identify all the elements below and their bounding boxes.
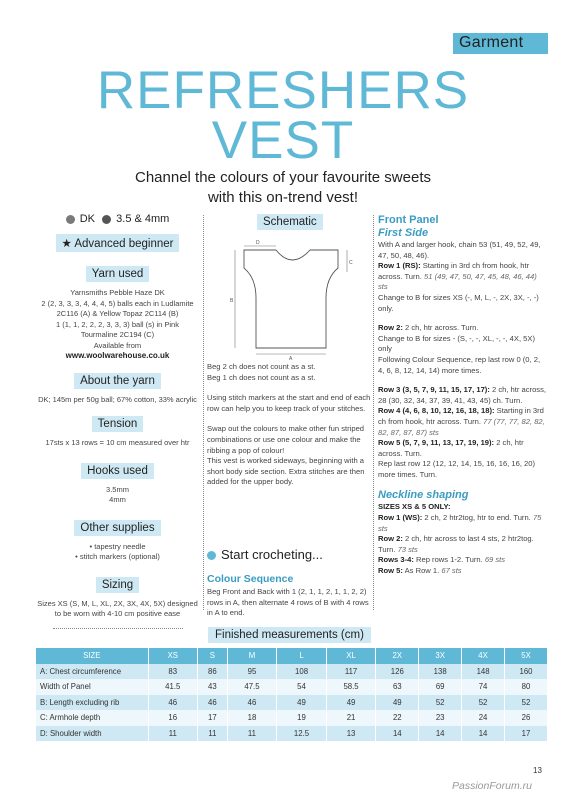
sizing-text: Sizes XS (S, M, L, XL, 2X, 3X, 4X, 5X) designed to be worn with 4-10 cm positive ease — [37, 598, 198, 618]
table-row — [36, 679, 548, 695]
supply-item: • tapestry needle — [89, 541, 146, 551]
value-cell: 21 — [326, 710, 376, 726]
measurements-heading: Finished measurements (cm) — [208, 627, 371, 643]
about-yarn-heading: About the yarn — [74, 373, 161, 389]
value-cell: 49 — [376, 695, 419, 711]
right-column — [378, 214, 548, 577]
value-cell: 17 — [505, 726, 548, 742]
neck-row-2: Row 2: 2 ch, htr across to last 4 sts, 2 htr2tog. Turn. 73 sts — [378, 534, 534, 554]
hooks-heading: Hooks used — [81, 463, 154, 479]
value-cell: 58.5 — [326, 679, 376, 695]
column-header: L — [277, 648, 327, 664]
note-stitch-markers: Using stitch markers at the start and end of each row can help you to keep track of your stitches. — [207, 393, 371, 413]
other-supplies-heading: Other supplies — [74, 520, 160, 536]
value-cell: 41.5 — [148, 679, 198, 695]
value-cell: 23 — [419, 710, 462, 726]
category-label: Garment — [459, 34, 524, 51]
yarn-line: 2 (2, 3, 3, 3, 4, 4, 4, 5) balls each in Ludlamite — [41, 298, 194, 308]
yarn-ball-icon — [66, 215, 75, 224]
value-cell: 49 — [277, 695, 327, 711]
page-number: 13 — [533, 766, 542, 775]
subtitle-line2: with this on-trend vest! — [207, 189, 359, 206]
left-column — [36, 213, 199, 629]
table-row — [36, 664, 548, 680]
value-cell: 11 — [148, 726, 198, 742]
hooks-text — [36, 485, 199, 506]
value-cell: 46 — [227, 695, 277, 711]
row-label-cell: D: Shoulder width — [36, 726, 148, 742]
sizing-heading: Sizing — [96, 577, 139, 593]
value-cell: 24 — [462, 710, 505, 726]
row-label-cell: Width of Panel — [36, 679, 148, 695]
yarn-line: Available from — [93, 340, 142, 350]
value-cell: 16 — [148, 710, 198, 726]
front-panel-heading: Front Panel — [378, 214, 439, 226]
value-cell: 47.5 — [227, 679, 277, 695]
hook-icon — [102, 215, 111, 224]
category-tag — [453, 33, 548, 54]
value-cell: 138 — [419, 664, 462, 680]
column-header: S — [198, 648, 228, 664]
value-cell: 52 — [419, 695, 462, 711]
intro-text: With A and larger hook, chain 53 (51, 49, 52, 49, 47, 50, 48, 46). — [378, 240, 541, 260]
change-to-b: Change to B for sizes XS (-, M, L, -, 2X, 3X, -, -) only. — [378, 292, 539, 313]
divider — [53, 628, 183, 629]
value-cell: 148 — [462, 664, 505, 680]
value-cell: 26 — [505, 710, 548, 726]
value-cell: 13 — [326, 726, 376, 742]
neck-row-5: Row 5: As Row 1. 67 sts — [378, 566, 462, 576]
table-row — [36, 726, 548, 742]
page-title-line1: REFRESHERS — [96, 61, 470, 120]
neckline-heading: Neckline shaping — [378, 489, 469, 502]
hook-size-item: 4mm — [109, 495, 126, 504]
schematic-label-b: B — [230, 298, 234, 304]
start-crocheting-heading: Start crocheting... — [207, 547, 323, 562]
supplier-link[interactable]: www.woolwarehouse.co.uk — [65, 351, 170, 360]
sizes-only: SIZES XS & 5 ONLY: — [378, 502, 451, 512]
column-header: 5X — [505, 648, 548, 664]
value-cell: 160 — [505, 664, 548, 680]
schematic-label-d: D — [256, 240, 260, 246]
about-yarn-text: DK; 145m per 50g ball; 67% cotton, 33% acrylic — [38, 394, 197, 404]
column-divider — [373, 215, 374, 610]
row-4: Row 4 (4, 6, 8, 10, 12, 16, 18, 18): Starting in 3rd ch from hook, htr across. Turn. 77 (77, 77, 82, 82, 82, 87, 87, 87) sts — [378, 406, 545, 437]
column-header: 3X — [419, 648, 462, 664]
table-row — [36, 695, 548, 711]
value-cell: 108 — [277, 664, 327, 680]
vest-schematic — [226, 236, 356, 362]
column-header: 2X — [376, 648, 419, 664]
subtitle — [100, 168, 466, 208]
yarn-used-text — [36, 288, 199, 362]
weight-hook-line — [36, 213, 199, 225]
skill-level: ★ Advanced beginner — [56, 234, 180, 252]
supply-item: • stitch markers (optional) — [75, 552, 160, 561]
value-cell: 19 — [277, 710, 327, 726]
table-header-row — [36, 648, 548, 664]
value-cell: 14 — [376, 726, 419, 742]
tension-text: 17sts x 13 rows = 10 cm measured over htr — [45, 438, 190, 447]
value-cell: 22 — [376, 710, 419, 726]
yarn-line: 1 (1, 1, 2, 2, 2, 3, 3, 3) ball (s) in Pink — [56, 319, 179, 329]
subtitle-line1: Channel the colours of your favourite sweets — [135, 169, 431, 186]
row-2: Row 2: 2 ch, htr across. Turn. — [378, 323, 479, 333]
schematic-heading: Schematic — [257, 214, 323, 230]
value-cell: 63 — [376, 679, 419, 695]
row-label-cell: C: Armhole depth — [36, 710, 148, 726]
value-cell: 43 — [198, 679, 228, 695]
value-cell: 74 — [462, 679, 505, 695]
value-cell: 11 — [227, 726, 277, 742]
value-cell: 46 — [198, 695, 228, 711]
row-label-cell: B: Length excluding rib — [36, 695, 148, 711]
value-cell: 83 — [148, 664, 198, 680]
page-title-line2: VEST — [211, 111, 355, 170]
following-sequence: Following Colour Sequence, rep last row 0 (0, 2, 4, 6, 8, 12, 14, 14) more times. — [378, 354, 541, 375]
value-cell: 18 — [227, 710, 277, 726]
column-header: XL — [326, 648, 376, 664]
value-cell: 126 — [376, 664, 419, 680]
value-cell: 80 — [505, 679, 548, 695]
schematic-label-a: A — [289, 356, 293, 362]
change-to-b-2: Change to B for sizes - (S, -, -, XL, -, -, 4X, 5X) only — [378, 333, 535, 354]
notes — [207, 362, 372, 498]
watermark: PassionForum.ru — [452, 780, 532, 792]
value-cell: 14 — [462, 726, 505, 742]
table-row — [36, 710, 548, 726]
column-header: SIZE — [36, 648, 148, 664]
colour-sequence-heading: Colour Sequence — [207, 573, 294, 585]
value-cell: 54 — [277, 679, 327, 695]
neck-rows-3-4: Rows 3-4: Rep rows 1-2. Turn. 69 sts — [378, 555, 506, 565]
measurements-table — [36, 648, 548, 741]
value-cell: 52 — [505, 695, 548, 711]
repeat-rows: Rep last row 12 (12, 12, 14, 15, 16, 16, 16, 20) more times. Turn. — [378, 459, 536, 479]
column-header: M — [227, 648, 277, 664]
value-cell: 49 — [326, 695, 376, 711]
value-cell: 12.5 — [277, 726, 327, 742]
row-1: Row 1 (RS): Starting in 3rd ch from hook, htr across. Turn. 51 (49, 47, 50, 47, 45, 48, 46, 44) sts — [378, 261, 537, 292]
yarn-line: Tourmaline 2C194 (C) — [80, 330, 155, 339]
value-cell: 52 — [462, 695, 505, 711]
value-cell: 117 — [326, 664, 376, 680]
column-header: 4X — [462, 648, 505, 664]
row-label-cell: A: Chest circumference — [36, 664, 148, 680]
value-cell: 14 — [419, 726, 462, 742]
colour-sequence-text: Beg Front and Back with 1 (2, 1, 1, 2, 1, 1, 2, 2) rows in A, then alternate 4 rows of B with 4 rows in A to end. — [207, 587, 369, 618]
column-divider — [203, 215, 204, 610]
row-3: Row 3 (3, 5, 7, 9, 11, 15, 17, 17): 2 ch, htr across, 28 (30, 32, 34, 37, 39, 41, 43, 45) ch. Turn. — [378, 385, 547, 405]
value-cell: 17 — [198, 710, 228, 726]
note-beg-ch: Beg 2 ch does not count as a st. Beg 1 ch does not count as a st. — [207, 362, 316, 382]
other-supplies-text — [36, 542, 199, 563]
bullet-icon — [207, 551, 216, 560]
row-5: Row 5 (5, 7, 9, 11, 13, 17, 19, 19): 2 ch, htr across. Turn. — [378, 438, 524, 458]
column-header: XS — [148, 648, 198, 664]
hook-sizes: 3.5 & 4mm — [116, 213, 170, 225]
value-cell: 69 — [419, 679, 462, 695]
note-colours: Swap out the colours to make other fun striped combinations or use one colour and make the ribbing a pop of colour! This vest is worked sideways, beginning with a short body side section. Extra stitches are then added for the upper body. — [207, 424, 365, 487]
yarn-line: 2C116 (A) & Yellow Topaz 2C114 (B) — [56, 309, 179, 318]
yarn-used-heading: Yarn used — [86, 266, 150, 282]
schematic-label-c: C — [349, 260, 353, 266]
first-side-heading: First Side — [378, 227, 429, 239]
value-cell: 11 — [198, 726, 228, 742]
value-cell: 95 — [227, 664, 277, 680]
yarn-line: Yarnsmiths Pebble Haze DK — [70, 288, 165, 297]
value-cell: 46 — [148, 695, 198, 711]
hook-size-item: 3.5mm — [106, 484, 129, 494]
tension-heading: Tension — [92, 416, 144, 432]
yarn-weight: DK — [79, 213, 96, 225]
neck-row-1: Row 1 (WS): 2 ch, 2 htr2tog, htr to end. Turn. 75 sts — [378, 513, 542, 533]
value-cell: 86 — [198, 664, 228, 680]
